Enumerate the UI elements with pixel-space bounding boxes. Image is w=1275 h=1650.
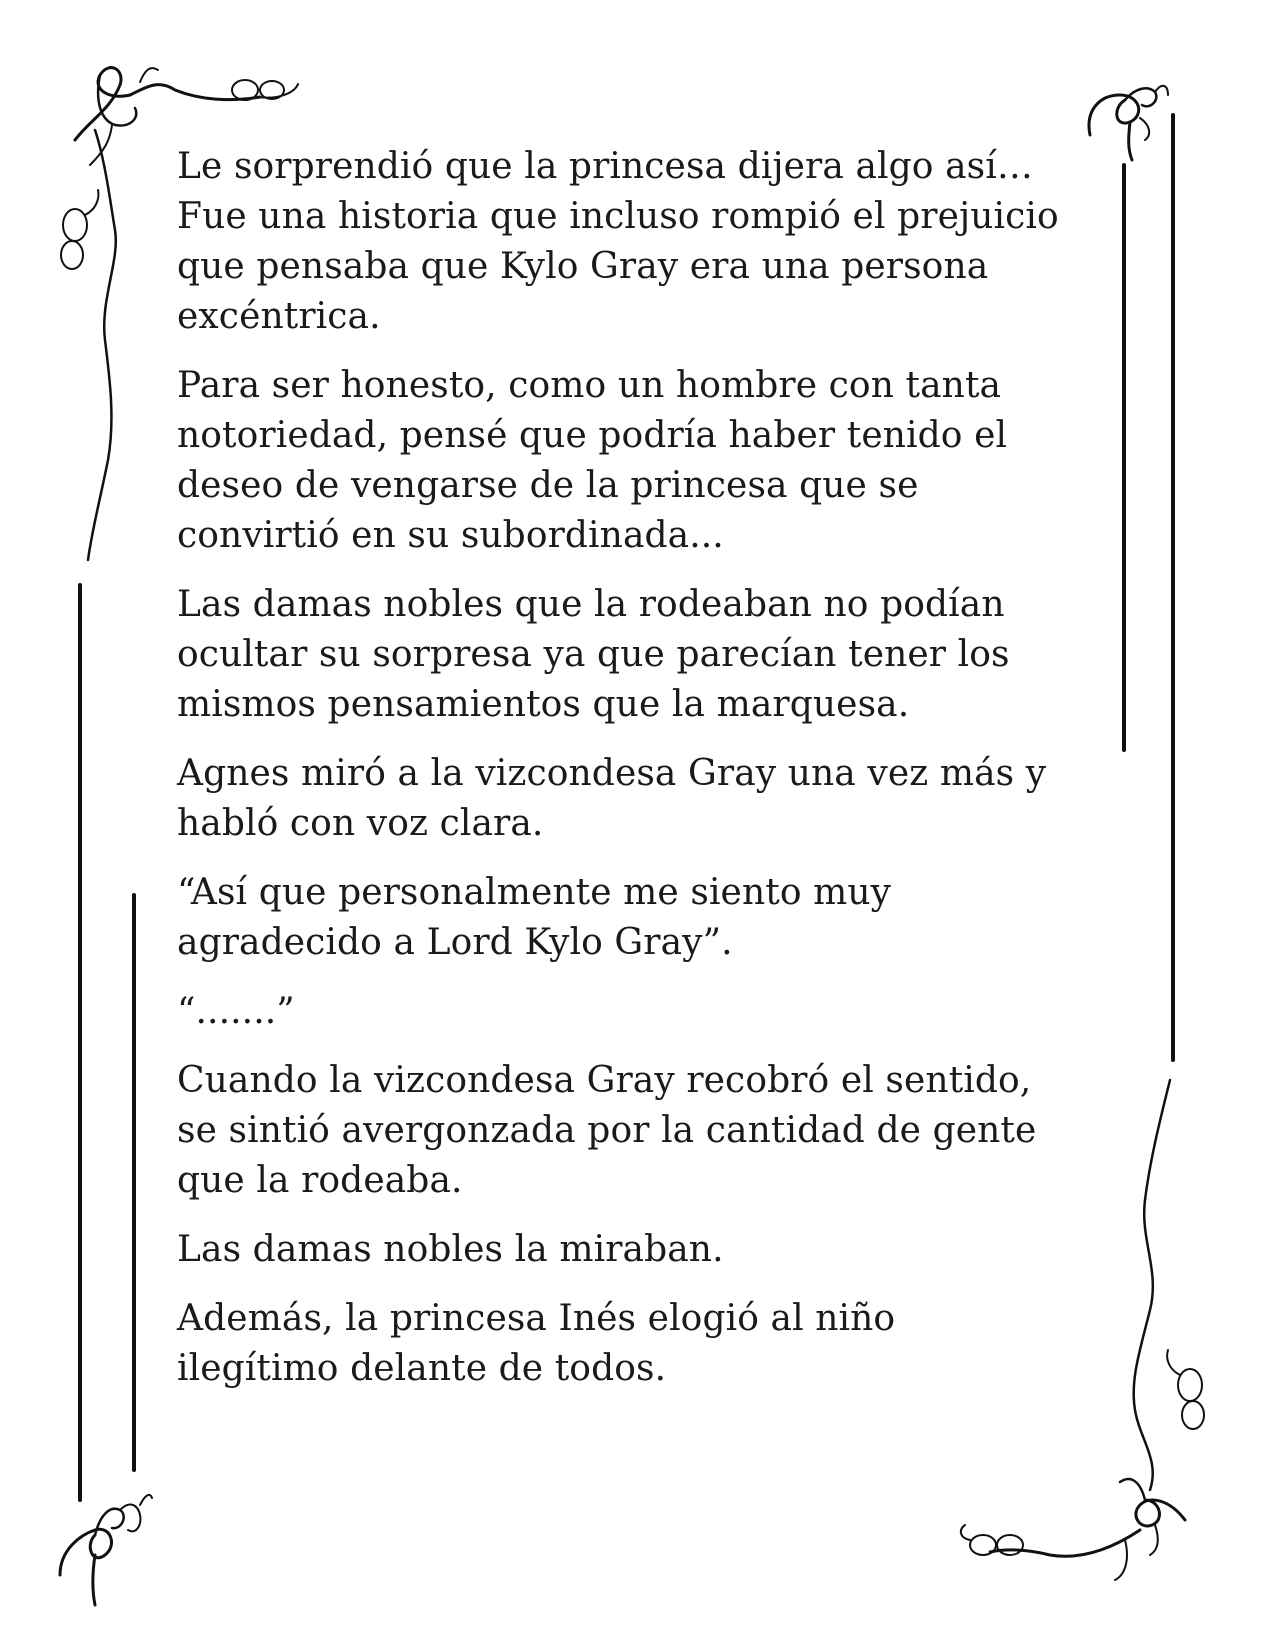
dialogue-paragraph: “Así que personalmente me siento muy agradecido a Lord Kylo Gray”. [177,872,892,963]
bottom-left-flourish-icon [60,1495,152,1605]
paragraph: Agnes miró a la vizcondesa Gray una vez más y habló con voz clara. [177,753,1047,844]
paragraph: Las damas nobles la miraban. [177,1229,724,1270]
document-body [177,142,1117,1413]
paragraph: Cuando la vizcondesa Gray recobró el sentido, se sintió avergonzada por la cantidad de gente que la rodeaba. [177,1060,1037,1201]
paragraph: Para ser honesto, como un hombre con tanta notoriedad, pensé que podría haber tenido el deseo de vengarse de la princesa que se convirtió en su subordinada... [177,365,1008,556]
paragraph: Además, la princesa Inés elogió al niño ilegítimo delante de todos. [177,1298,896,1389]
dialogue-ellipsis: “.......” [177,991,295,1032]
paragraph: Le sorprendió que la princesa dijera algo así… Fue una historia que incluso rompió el prejuicio que pensaba que Kylo Gray era una persona excéntrica. [177,146,1059,337]
paragraph: Las damas nobles que la rodeaban no podían ocultar su sorpresa ya que parecían tener los mismos pensamientos que la marquesa. [177,584,1010,725]
